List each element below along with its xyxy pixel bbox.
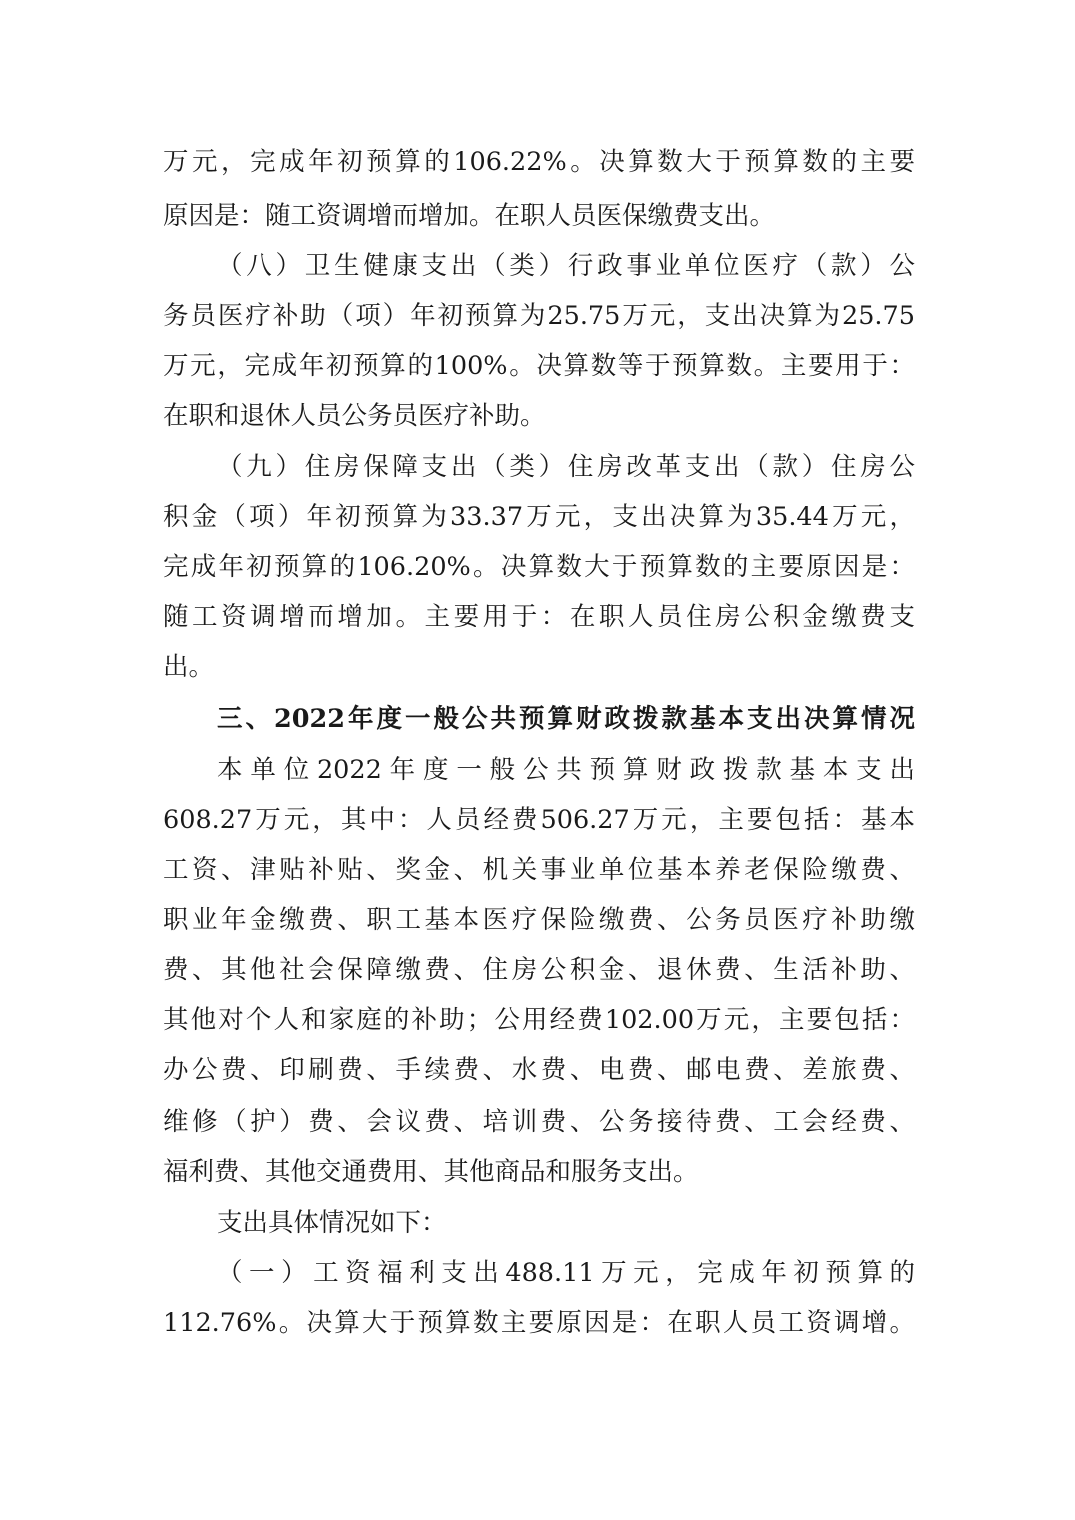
text-line: 职业年金缴费、职工基本医疗保险缴费、公务员医疗补助缴 — [163, 905, 915, 935]
text-line: 本单位2022年度一般公共预算财政拨款基本支出 — [217, 755, 915, 785]
text-line: （八）卫生健康支出（类）行政事业单位医疗（款）公 — [217, 251, 915, 281]
text-line: 完成年初预算的106.20%。决算数大于预算数的主要原因是： — [163, 552, 915, 582]
text-line: 随工资调增而增加。主要用于：在职人员住房公积金缴费支 — [163, 602, 915, 632]
text-line: 积金（项）年初预算为33.37万元，支出决算为35.44万元， — [163, 502, 915, 532]
text-line: （一）工资福利支出488.11万元，完成年初预算的 — [217, 1258, 915, 1288]
text-line: 工资、津贴补贴、奖金、机关事业单位基本养老保险缴费、 — [163, 855, 915, 885]
text-line: 费、其他社会保障缴费、住房公积金、退休费、生活补助、 — [163, 955, 915, 985]
text-line: 务员医疗补助（项）年初预算为25.75万元，支出决算为25.75 — [163, 301, 915, 331]
text-line: 支出具体情况如下： — [217, 1208, 447, 1238]
text-line: 608.27万元，其中：人员经费506.27万元，主要包括：基本 — [163, 805, 915, 835]
text-line: 万元，完成年初预算的106.22%。决算数大于预算数的主要 — [163, 147, 915, 177]
text-line: 办公费、印刷费、手续费、水费、电费、邮电费、差旅费、 — [163, 1055, 915, 1085]
text-line: 出。 — [163, 652, 215, 682]
text-line: （九）住房保障支出（类）住房改革支出（款）住房公 — [217, 452, 915, 482]
text-line: 原因是：随工资调增而增加。在职人员医保缴费支出。 — [163, 201, 776, 231]
text-line: 在职和退休人员公务员医疗补助。 — [163, 401, 546, 431]
text-line: 福利费、其他交通费用、其他商品和服务支出。 — [163, 1157, 699, 1187]
text-line: 维修（护）费、会议费、培训费、公务接待费、工会经费、 — [163, 1107, 915, 1137]
section-heading: 三、2022年度一般公共预算财政拨款基本支出决算情况 — [217, 704, 915, 734]
text-line: 其他对个人和家庭的补助；公用经费102.00万元，主要包括： — [163, 1005, 915, 1035]
text-line: 万元，完成年初预算的100%。决算数等于预算数。主要用于： — [163, 351, 915, 381]
text-line: 112.76%。决算大于预算数主要原因是：在职人员工资调增。 — [163, 1308, 915, 1338]
